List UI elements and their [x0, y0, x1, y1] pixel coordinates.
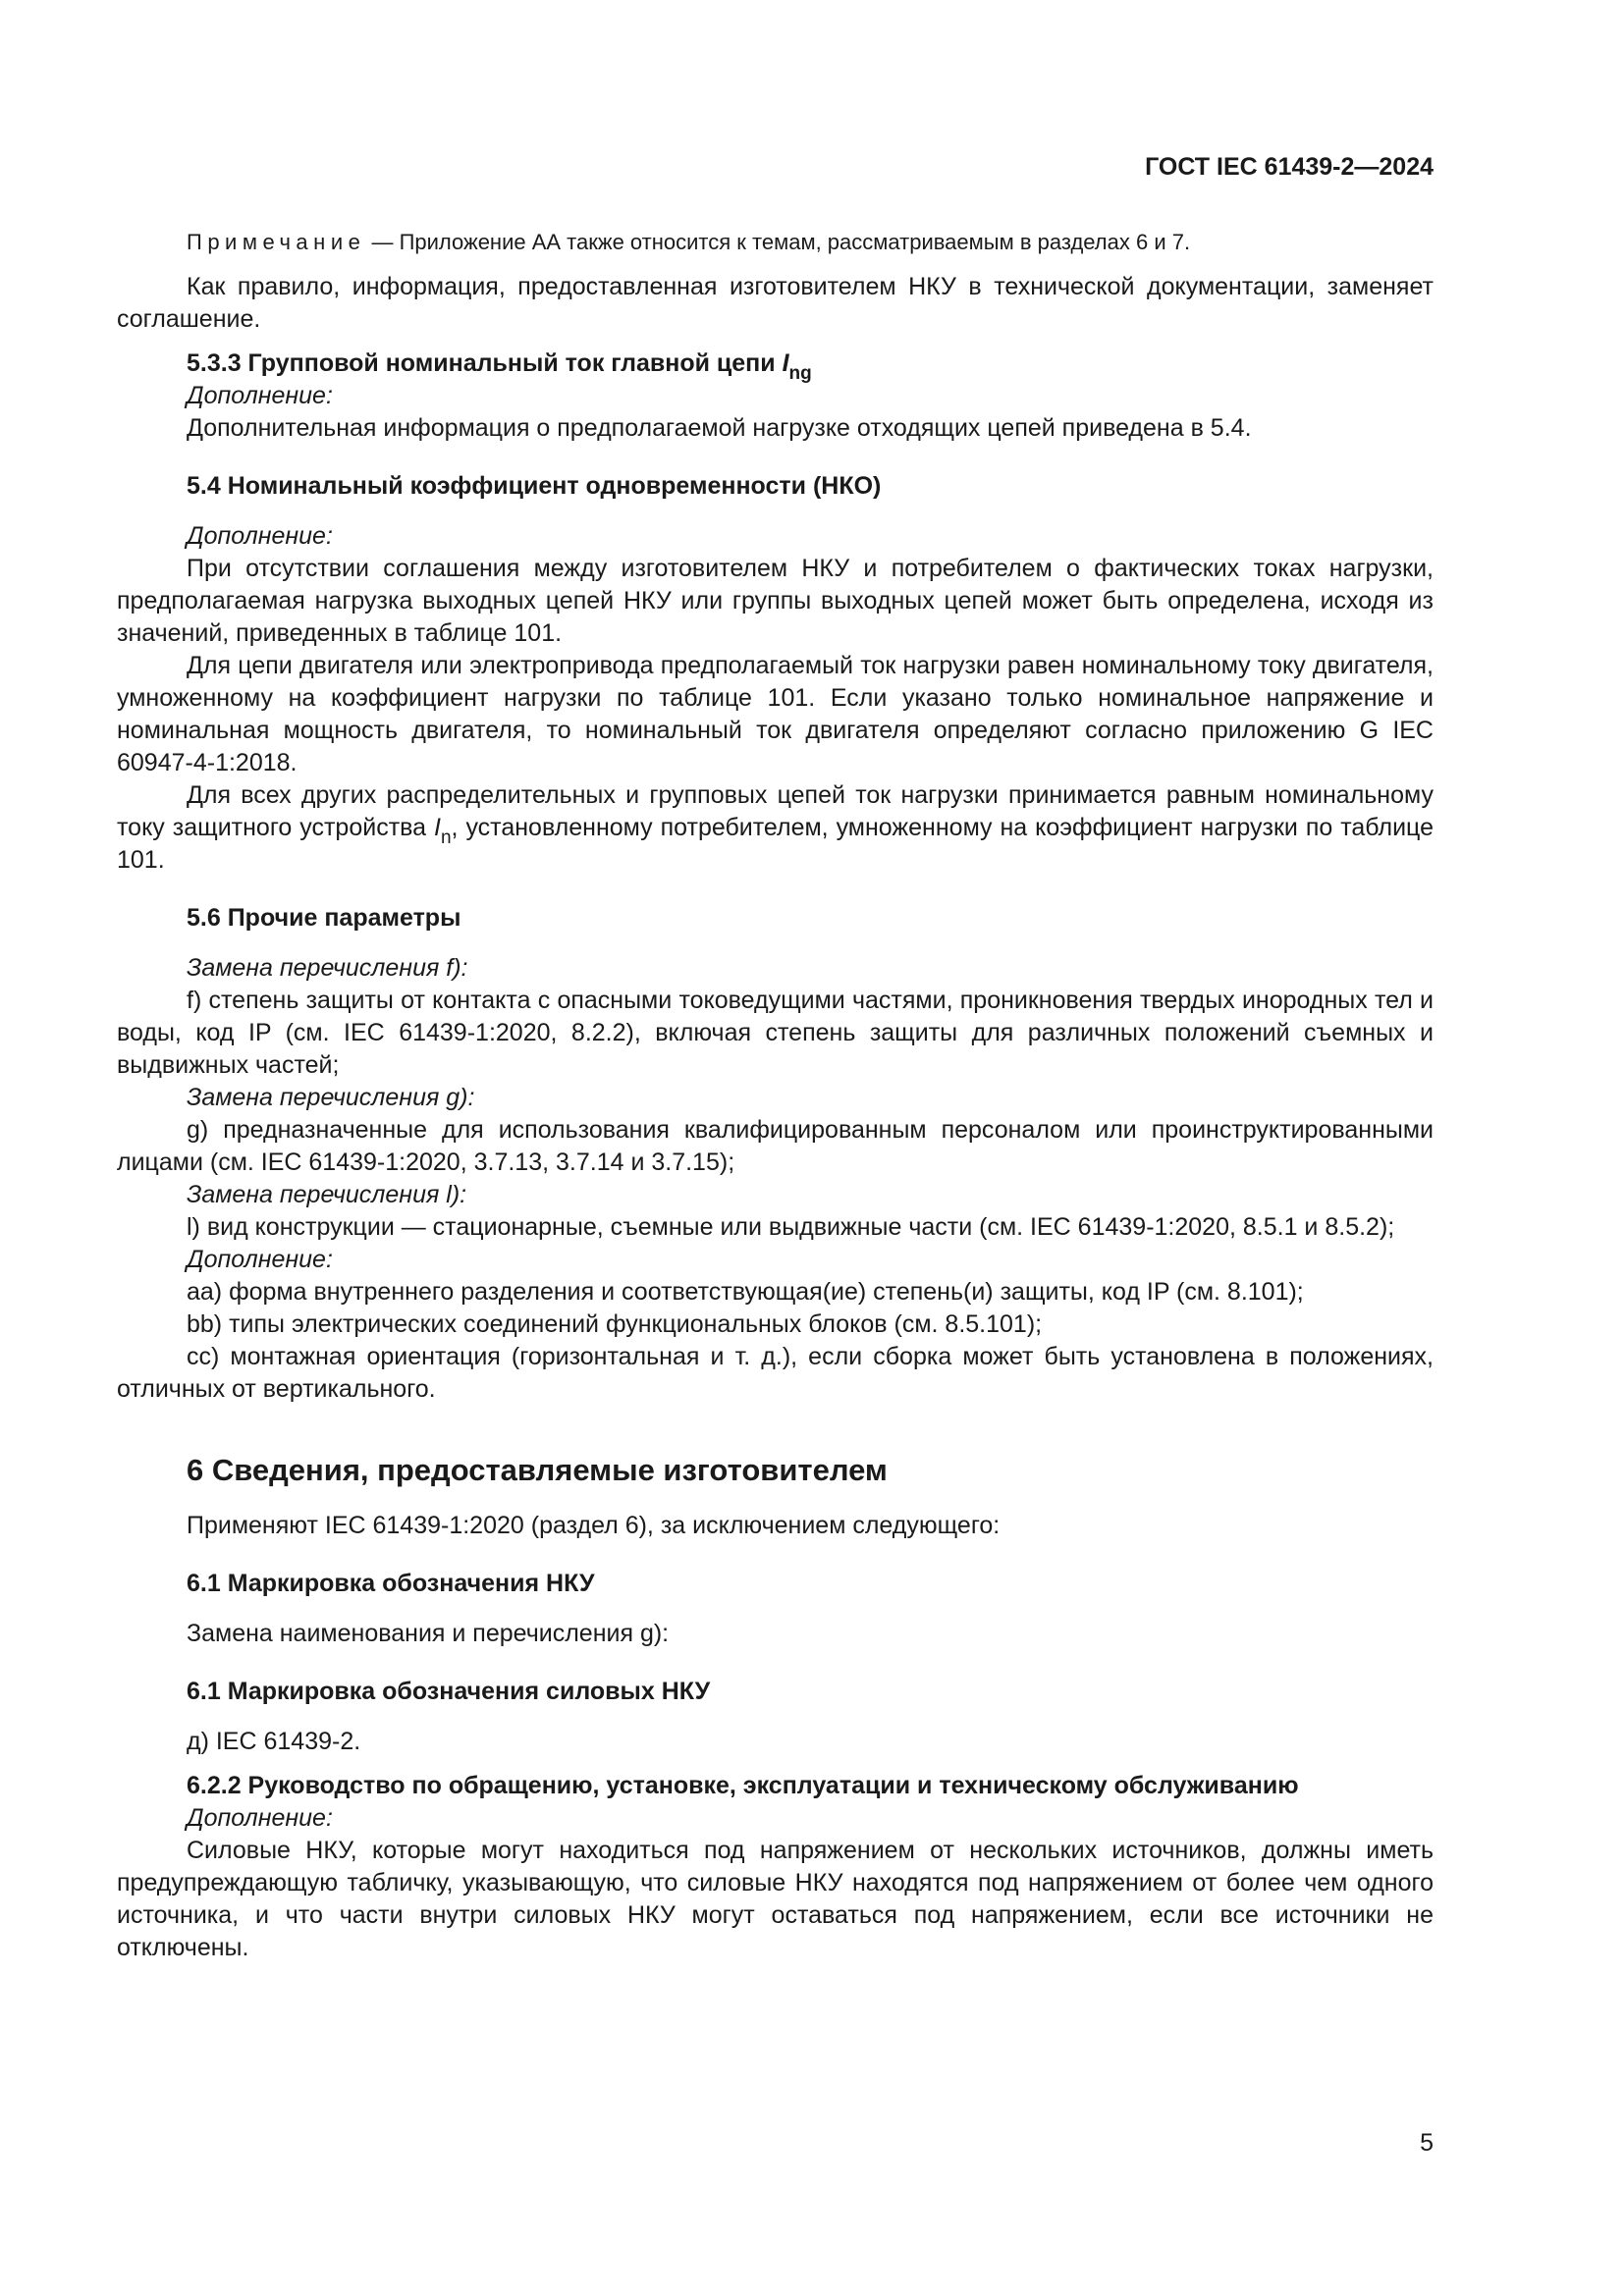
replacement-label-l: Замена перечисления l):	[187, 1181, 467, 1208]
heading-section-6: 6 Сведения, предоставляемые изготовителем	[187, 1453, 888, 1487]
paragraph-5-4-1: При отсутствии соглашения между изготовителем НКУ и потребителем о фактических токах нагрузки, предполагаемая нагрузка выходных цепей НКУ или группы выходных цепей может быть определена, исходя из значений, приведенных в таблице 101.	[117, 555, 1434, 647]
page-content	[117, 228, 1434, 1964]
list-item-l: l) вид конструкции — стационарные, съемные или выдвижные части (см. IEC 61439-1:2020, 8.5.1 и 8.5.2);	[187, 1213, 1395, 1241]
heading-5-3-3	[117, 347, 1434, 384]
replacement-label-g: Замена перечисления g):	[187, 1084, 475, 1111]
paragraph-5-4-2: Для цепи двигателя или электропривода предполагаемый ток нагрузки равен номинальному току двигателя, умноженному на коэффициент нагрузки по таблице 101. Если указано только номинальное напряжение и номинальная мощность двигателя, то номинальный ток двигателя определяют согласно приложению G IEC 60947-4-1:2018.	[117, 652, 1434, 776]
list-item-aa: аа) форма внутреннего разделения и соответствующая(ие) степень(и) защиты, код IP (см. 8.101);	[187, 1278, 1304, 1306]
heading-5-4: 5.4 Номинальный коэффициент одновременности (НКО)	[187, 472, 882, 500]
heading-6-1-power: 6.1 Маркировка обозначения силовых НКУ	[187, 1678, 711, 1705]
list-item-g: g) предназначенные для использования квалифицированным персоналом или проинструктированными лицами (см. IEC 61439-1:2020, 3.7.13, 3.7.14 и 3.7.15);	[117, 1116, 1434, 1176]
symbol-i: I	[782, 349, 789, 377]
heading-6-2-2: 6.2.2 Руководство по обращению, установке, эксплуатации и техническому обслуживанию	[187, 1772, 1299, 1799]
list-item-d: д) IEC 61439-2.	[187, 1728, 361, 1755]
heading-5-6: 5.6 Прочие параметры	[187, 904, 461, 932]
paragraph-5-3-3: Дополнительная информация о предполагаемой нагрузке отходящих цепей приведена в 5.4.	[187, 414, 1252, 442]
running-header: ГОСТ IEC 61439-2—2024	[1145, 153, 1434, 181]
note-label: Примечание	[187, 230, 366, 254]
paragraph-6-2-2: Силовые НКУ, которые могут находиться под напряжением от нескольких источников, должны иметь предупреждающую табличку, указывающую, что силовые НКУ находятся под напряжением от более чем одного источника, и что части внутри силовых НКУ могут оставаться под напряжением, если все источники не отключены.	[117, 1837, 1434, 1961]
addition-label: Дополнение:	[187, 1804, 333, 1832]
paragraph-6-1: Замена наименования и перечисления g):	[187, 1620, 670, 1647]
addition-label: Дополнение:	[187, 522, 333, 550]
symbol-i: I	[434, 814, 441, 841]
symbol-subscript-ng: ng	[788, 363, 812, 384]
paragraph-5-4-3-text-end: , установленному потребителем, умноженному на коэффициент нагрузки по таблице 101.	[117, 814, 1434, 874]
addition-label: Дополнение:	[187, 1246, 333, 1273]
note-text: — Приложение АА также относится к темам, рассматриваемым в разделах 6 и 7.	[365, 230, 1191, 254]
note	[117, 228, 1434, 257]
list-item-cc: сс) монтажная ориентация (горизонтальная и т. д.), если сборка может быть установлена в положениях, отличных от вертикального.	[117, 1343, 1434, 1403]
paragraph-5-4-3	[117, 779, 1434, 877]
symbol-subscript-n: n	[440, 828, 452, 848]
addition-label: Дополнение:	[187, 382, 333, 409]
list-item-bb: bb) типы электрических соединений функциональных блоков (см. 8.5.101);	[187, 1310, 1043, 1338]
paragraph-6-intro: Применяют IEC 61439-1:2020 (раздел 6), за исключением следующего:	[187, 1512, 1001, 1539]
paragraph-5-4-3-text: Для всех других распределительных и групповых цепей ток нагрузки принимается равным номинальному току защитного устройства	[117, 781, 1434, 841]
page-number: 5	[1420, 2129, 1434, 2157]
list-item-f: f) степень защиты от контакта с опасными токоведущими частями, проникновения твердых инородных тел и воды, код IP (см. IEC 61439-1:2020, 8.2.2), включая степень защиты для различных положений съемных и выдвижных частей;	[117, 987, 1434, 1079]
paragraph-agreement: Как правило, информация, предоставленная изготовителем НКУ в технической документации, заменяет соглашение.	[117, 273, 1434, 333]
heading-5-3-3-text: 5.3.3 Групповой номинальный ток главной цепи	[187, 349, 783, 377]
replacement-label-f: Замена перечисления f):	[187, 954, 468, 982]
heading-6-1: 6.1 Маркировка обозначения НКУ	[187, 1570, 595, 1597]
